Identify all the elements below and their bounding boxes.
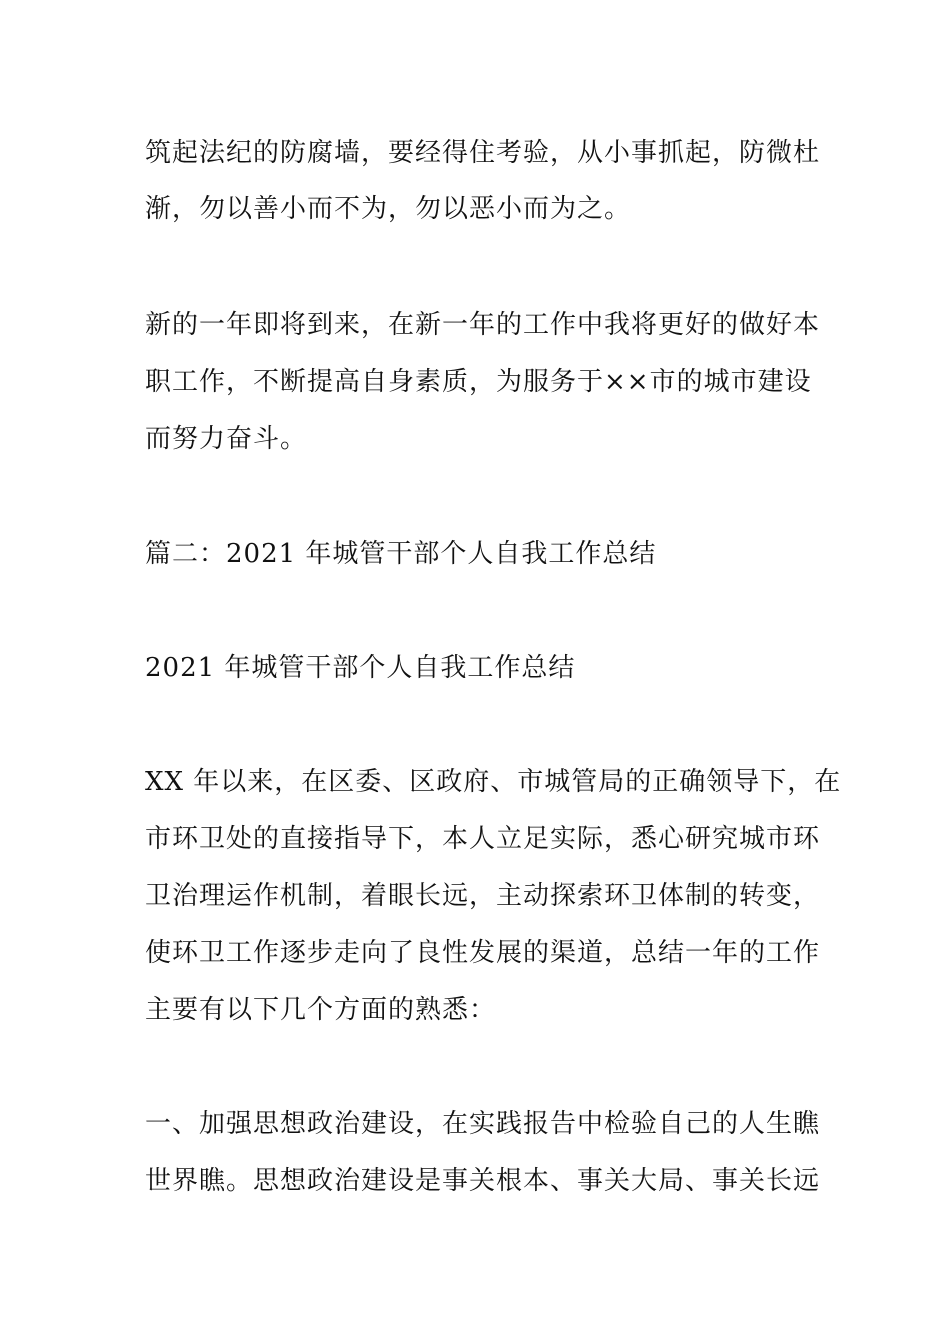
paragraph-line: 主要有以下几个方面的熟悉： [145, 995, 497, 1025]
paragraph-line: 使环卫工作逐步走向了良性发展的渠道，总结一年的工作 [145, 938, 821, 968]
paragraph-line: 职工作，不断提高自身素质，为服务于××市的城市建设 [145, 367, 812, 397]
paragraph-line: 新的一年即将到来，在新一年的工作中我将更好的做好本 [145, 310, 821, 340]
paragraph-line: 市环卫处的直接指导下，本人立足实际，悉心研究城市环 [145, 824, 821, 854]
heading-line: 篇二：2021 年城管干部个人自我工作总结 [145, 539, 657, 569]
paragraph-line: 而努力奋斗。 [145, 424, 308, 454]
title-line: 2021 年城管干部个人自我工作总结 [145, 653, 576, 683]
paragraph-line: XX 年以来，在区委、区政府、市城管局的正确领导下，在 [145, 767, 842, 797]
paragraph-line: 筑起法纪的防腐墙，要经得住考验，从小事抓起，防微杜 [145, 138, 821, 168]
paragraph-line: 一、加强思想政治建设，在实践报告中检验自己的人生瞧 [145, 1109, 821, 1139]
paragraph-line: 卫治理运作机制，着眼长远，主动探索环卫体制的转变， [145, 881, 821, 911]
paragraph-line: 世界瞧。思想政治建设是事关根本、事关大局、事关长远 [145, 1166, 821, 1196]
paragraph-line: 渐，勿以善小而不为，勿以恶小而为之。 [145, 194, 632, 224]
